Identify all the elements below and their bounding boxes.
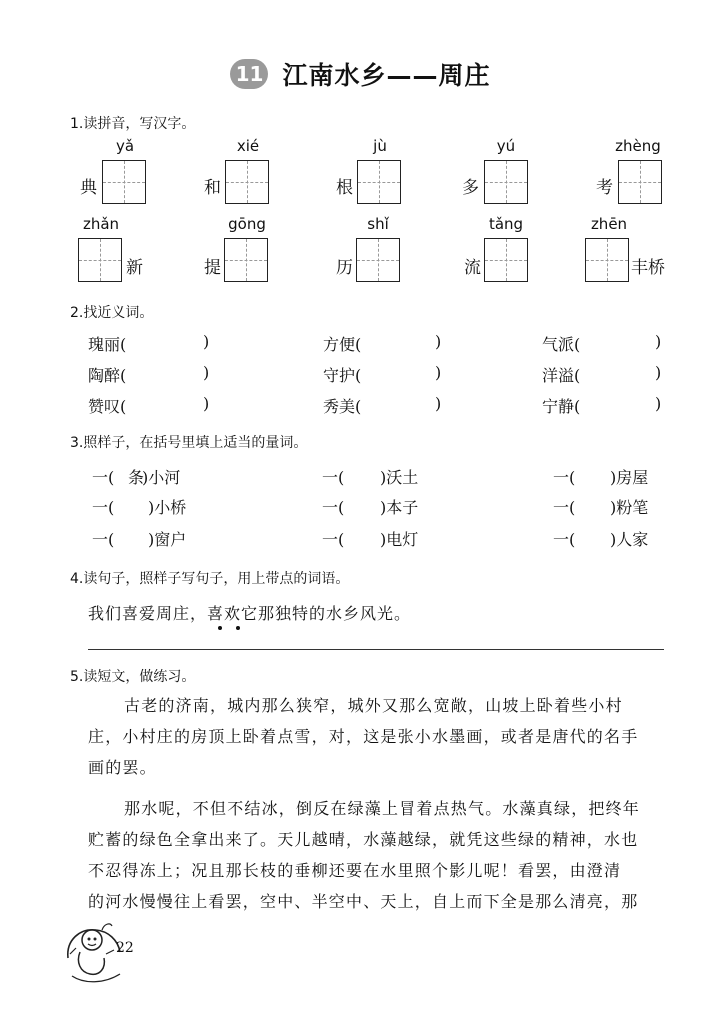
measure-word-noun: )小桥 (148, 498, 187, 517)
pinyin: gōng (228, 215, 266, 233)
measure-word-noun: )窗户 (148, 530, 187, 549)
passage-line: 不忍得冻上；况且那长枝的垂柳还要在水里照个影儿呢！看罢，由澄清 (88, 861, 622, 880)
measure-word-noun: )粉笔 (610, 498, 649, 517)
pinyin: zhǎn (82, 215, 120, 233)
synonym-word: 瑰丽( (88, 335, 127, 354)
question-2-prompt: 2.找近义词。 (70, 305, 154, 321)
given-character: 典 (80, 178, 97, 198)
close-paren: ) (435, 394, 442, 413)
close-paren: ) (203, 332, 210, 351)
given-character: 新 (126, 258, 143, 278)
pinyin: zhēn (590, 215, 628, 233)
measure-word-noun: )电灯 (380, 530, 419, 549)
measure-word-prefix: 一( (553, 498, 576, 517)
passage-line: 古老的济南，城内那么狭窄，城外又那么宽敞，山坡上卧着些小村 (124, 696, 623, 715)
writing-box[interactable] (357, 160, 401, 204)
lesson-title (0, 56, 721, 92)
writing-box[interactable] (102, 160, 146, 204)
given-character: 丰桥 (631, 258, 665, 278)
question-5-prompt: 5.读短文，做练习。 (70, 669, 196, 685)
measure-word-noun: )本子 (380, 498, 419, 517)
passage-line: 庄，小村庄的房顶上卧着点雪，对，这是张小水墨画，或者是唐代的名手 (88, 727, 639, 746)
measure-word-example: 条 (128, 468, 145, 487)
page-title: 江南水乡——周庄 (282, 61, 491, 90)
writing-box[interactable] (585, 238, 629, 282)
close-paren: ) (435, 363, 442, 382)
synonym-word: 洋溢( (542, 366, 581, 385)
passage-line: 那水呢，不但不结冰，倒反在绿藻上冒着点热气。水藻真绿，把终年 (124, 799, 641, 818)
passage-line: 贮蓄的绿色全拿出来了。天儿越晴，水藻越绿，就凭这些绿的精神，水也 (88, 830, 639, 849)
passage-line: 的河水慢慢往上看罢，空中、半空中、天上，自上而下全是那么清亮，那 (88, 892, 639, 911)
close-paren: ) (203, 363, 210, 382)
question-1-prompt: 1.读拼音，写汉字。 (70, 116, 196, 132)
measure-word-prefix: 一( (322, 468, 345, 487)
measure-word-noun: )小河 (142, 468, 181, 487)
measure-word-prefix: 一( (553, 530, 576, 549)
pinyin: xié (236, 137, 260, 155)
writing-box[interactable] (224, 238, 268, 282)
synonym-word: 秀美( (323, 397, 362, 416)
synonym-word: 赞叹( (88, 397, 127, 416)
writing-box[interactable] (618, 160, 662, 204)
synonym-word: 守护( (323, 366, 362, 385)
measure-word-prefix: 一( (92, 530, 115, 549)
question-4-prompt: 4.读句子，照样子写句子，用上带点的词语。 (70, 571, 350, 587)
measure-word-noun: )房屋 (610, 468, 649, 487)
passage-line: 画的罢。 (88, 758, 157, 777)
pinyin: yǎ (115, 137, 135, 155)
measure-word-prefix: 一( (92, 468, 115, 487)
pinyin: shǐ (367, 215, 389, 233)
given-character: 多 (462, 178, 479, 198)
given-character: 提 (204, 258, 221, 278)
writing-box[interactable] (356, 238, 400, 282)
synonym-word: 气派( (542, 335, 581, 354)
pinyin: zhèng (615, 137, 661, 155)
close-paren: ) (203, 394, 210, 413)
question-3-prompt: 3.照样子，在括号里填上适当的量词。 (70, 435, 308, 451)
given-character: 根 (336, 178, 353, 198)
writing-box[interactable] (484, 238, 528, 282)
given-character: 流 (464, 258, 481, 278)
example-sentence: 我们喜爱周庄，喜欢它那独特的水乡风光。 (88, 604, 412, 623)
pinyin: jù (373, 137, 387, 155)
answer-line[interactable] (88, 649, 664, 650)
pinyin: tǎng (488, 215, 524, 233)
pinyin: yú (496, 137, 516, 155)
page-number: 22 (116, 940, 134, 956)
measure-word-noun: )沃土 (380, 468, 419, 487)
emphasis-dot (236, 626, 240, 630)
measure-word-noun: )人家 (610, 530, 649, 549)
writing-box[interactable] (225, 160, 269, 204)
close-paren: ) (655, 363, 662, 382)
synonym-word: 宁静( (542, 397, 581, 416)
given-character: 和 (204, 178, 221, 198)
measure-word-prefix: 一( (92, 498, 115, 517)
measure-word-prefix: 一( (322, 530, 345, 549)
measure-word-prefix: 一( (553, 468, 576, 487)
synonym-word: 方便( (323, 335, 362, 354)
given-character: 考 (596, 178, 613, 198)
writing-box[interactable] (484, 160, 528, 204)
given-character: 历 (336, 258, 353, 278)
synonym-word: 陶醉( (88, 366, 127, 385)
close-paren: ) (655, 394, 662, 413)
measure-word-prefix: 一( (322, 498, 345, 517)
close-paren: ) (435, 332, 442, 351)
emphasis-dot (218, 626, 222, 630)
lesson-number-badge: 11 (230, 59, 268, 89)
close-paren: ) (655, 332, 662, 351)
writing-box[interactable] (78, 238, 122, 282)
